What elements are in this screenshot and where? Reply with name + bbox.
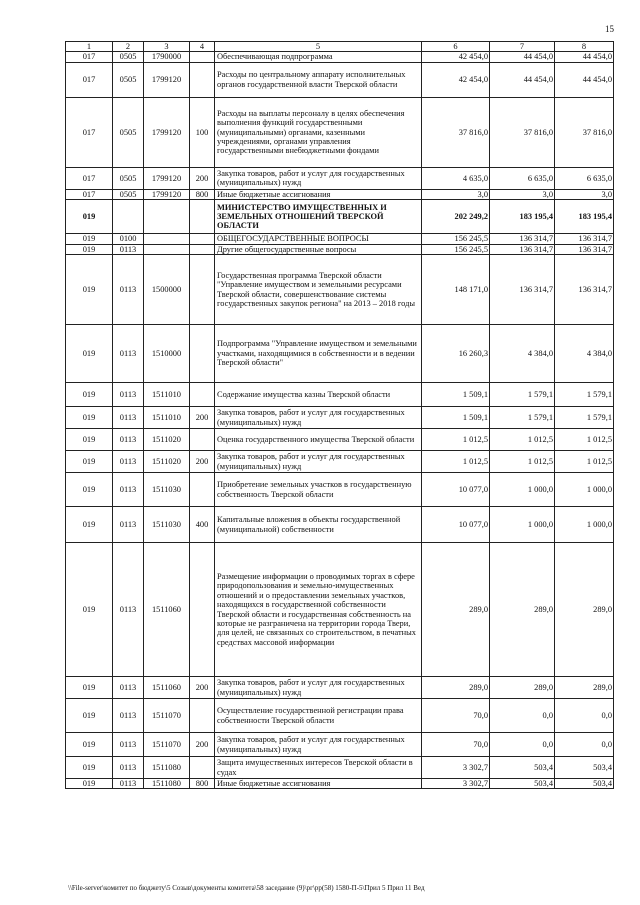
table-row: [66, 189, 614, 199]
cell-target-code: 1511080: [144, 757, 190, 779]
cell-admin-code: 017: [66, 52, 113, 62]
cell-amount-col7: 1 579,1: [490, 407, 555, 429]
cell-description: Содержание имущества казны Тверской области: [215, 383, 422, 407]
cell-amount-col8: 1 000,0: [555, 507, 614, 543]
cell-description: Подпрограмма "Управление имуществом и земельными участками, находящимися в собственности и в ведении Тверской области": [215, 325, 422, 383]
cell-section-code: 0113: [113, 543, 144, 677]
cell-description: ОБЩЕГОСУДАРСТВЕННЫЕ ВОПРОСЫ: [215, 234, 422, 244]
cell-section-code: 0113: [113, 677, 144, 699]
cell-target-code: [144, 244, 190, 254]
cell-amount-col6: 37 816,0: [422, 97, 490, 167]
cell-section-code: 0113: [113, 325, 144, 383]
cell-description: Размещение информации о проводимых торгах в сфере природопользования и земельно-имущественных отношений и о предоставлении земельных участков, находящихся в государственной собственности Тверской области и государственная собственность на которые не разграничена на территории города Твери, для целей, не связанных со строительством, в печатных средствах массовой информации: [215, 543, 422, 677]
cell-amount-col8: 503,4: [555, 779, 614, 789]
table-row: [66, 699, 614, 733]
cell-section-code: 0100: [113, 234, 144, 244]
cell-amount-col8: 1 012,5: [555, 429, 614, 451]
cell-admin-code: 019: [66, 383, 113, 407]
cell-admin-code: 019: [66, 473, 113, 507]
cell-amount-col8: 37 816,0: [555, 97, 614, 167]
table-row: [66, 677, 614, 699]
cell-expense-type: [190, 757, 215, 779]
header-cell: 7: [490, 42, 555, 52]
cell-description: МИНИСТЕРСТВО ИМУЩЕСТВЕННЫХ И ЗЕМЕЛЬНЫХ ОТНОШЕНИЙ ТВЕРСКОЙ ОБЛАСТИ: [215, 200, 422, 234]
cell-section-code: 0113: [113, 473, 144, 507]
cell-amount-col6: 70,0: [422, 733, 490, 757]
cell-expense-type: [190, 543, 215, 677]
cell-description: Обеспечивающая подпрограмма: [215, 52, 422, 62]
cell-amount-col8: 6 635,0: [555, 167, 614, 189]
cell-amount-col6: 70,0: [422, 699, 490, 733]
cell-admin-code: 019: [66, 234, 113, 244]
table-row: [66, 757, 614, 779]
cell-target-code: 1510000: [144, 325, 190, 383]
cell-target-code: 1511030: [144, 507, 190, 543]
table-row: [66, 543, 614, 677]
cell-amount-col6: 156 245,5: [422, 234, 490, 244]
cell-description: Закупка товаров, работ и услуг для государственных (муниципальных) нужд: [215, 407, 422, 429]
cell-amount-col6: 1 509,1: [422, 407, 490, 429]
table-row: [66, 429, 614, 451]
cell-amount-col7: 136 314,7: [490, 255, 555, 325]
cell-description: Приобретение земельных участков в государственную собственность Тверской области: [215, 473, 422, 507]
cell-amount-col6: 42 454,0: [422, 62, 490, 97]
footer-file-path: \\File-server\комитет по бюджету\5 Созыв\документы комитета\58 заседание (9)\рг\рр(58) 1580-П-5\Прил 5 Прил 11 Вед: [68, 884, 425, 892]
cell-expense-type: [190, 62, 215, 97]
cell-target-code: 1799120: [144, 97, 190, 167]
cell-amount-col8: 136 314,7: [555, 244, 614, 254]
header-cell: 8: [555, 42, 614, 52]
cell-amount-col7: 1 579,1: [490, 383, 555, 407]
cell-description: Закупка товаров, работ и услуг для государственных (муниципальных) нужд: [215, 677, 422, 699]
cell-amount-col8: 4 384,0: [555, 325, 614, 383]
cell-section-code: 0505: [113, 97, 144, 167]
cell-expense-type: 400: [190, 507, 215, 543]
cell-target-code: 1500000: [144, 255, 190, 325]
cell-amount-col7: 0,0: [490, 733, 555, 757]
cell-admin-code: 019: [66, 451, 113, 473]
cell-section-code: 0113: [113, 429, 144, 451]
cell-amount-col7: 44 454,0: [490, 52, 555, 62]
cell-amount-col7: 136 314,7: [490, 244, 555, 254]
cell-section-code: 0113: [113, 383, 144, 407]
cell-amount-col8: 44 454,0: [555, 62, 614, 97]
header-row: [66, 42, 614, 52]
header-cell: 6: [422, 42, 490, 52]
cell-description: Другие общегосударственные вопросы: [215, 244, 422, 254]
cell-description: Расходы по центральному аппарату исполнительных органов государственной власти Тверской области: [215, 62, 422, 97]
cell-amount-col8: 289,0: [555, 677, 614, 699]
cell-expense-type: 800: [190, 779, 215, 789]
cell-amount-col8: 183 195,4: [555, 200, 614, 234]
table-row: [66, 167, 614, 189]
cell-section-code: 0113: [113, 507, 144, 543]
header-cell: 2: [113, 42, 144, 52]
cell-amount-col8: 503,4: [555, 757, 614, 779]
cell-target-code: 1511010: [144, 383, 190, 407]
cell-expense-type: [190, 429, 215, 451]
cell-amount-col6: 16 260,3: [422, 325, 490, 383]
cell-admin-code: 019: [66, 407, 113, 429]
cell-admin-code: 019: [66, 255, 113, 325]
cell-amount-col7: 1 012,5: [490, 429, 555, 451]
cell-amount-col6: 4 635,0: [422, 167, 490, 189]
cell-amount-col8: 1 000,0: [555, 473, 614, 507]
cell-section-code: 0113: [113, 451, 144, 473]
cell-expense-type: [190, 383, 215, 407]
cell-amount-col6: 148 171,0: [422, 255, 490, 325]
header-cell: 1: [66, 42, 113, 52]
cell-description: Закупка товаров, работ и услуг для государственных (муниципальных) нужд: [215, 451, 422, 473]
cell-section-code: [113, 200, 144, 234]
header-cell: 4: [190, 42, 215, 52]
table-row: [66, 200, 614, 234]
cell-amount-col6: 3 302,7: [422, 757, 490, 779]
cell-target-code: [144, 234, 190, 244]
cell-amount-col6: 289,0: [422, 543, 490, 677]
cell-section-code: 0113: [113, 407, 144, 429]
cell-description: Закупка товаров, работ и услуг для государственных (муниципальных) нужд: [215, 733, 422, 757]
cell-expense-type: 800: [190, 189, 215, 199]
cell-amount-col7: 136 314,7: [490, 234, 555, 244]
cell-description: Иные бюджетные ассигнования: [215, 779, 422, 789]
cell-target-code: 1511020: [144, 451, 190, 473]
table-row: [66, 473, 614, 507]
cell-amount-col8: 136 314,7: [555, 255, 614, 325]
cell-description: Государственная программа Тверской области "Управление имуществом и земельными ресурсами Тверской области, совершенствование системы государственных закупок региона" на 2013 – 2018 годы: [215, 255, 422, 325]
cell-amount-col7: 37 816,0: [490, 97, 555, 167]
cell-section-code: 0505: [113, 52, 144, 62]
cell-target-code: [144, 200, 190, 234]
table-row: [66, 244, 614, 254]
cell-target-code: 1790000: [144, 52, 190, 62]
cell-amount-col7: 6 635,0: [490, 167, 555, 189]
cell-target-code: 1799120: [144, 189, 190, 199]
cell-admin-code: 019: [66, 757, 113, 779]
cell-amount-col8: 44 454,0: [555, 52, 614, 62]
cell-target-code: 1511080: [144, 779, 190, 789]
cell-admin-code: 019: [66, 325, 113, 383]
cell-section-code: 0505: [113, 62, 144, 97]
cell-admin-code: 019: [66, 779, 113, 789]
cell-amount-col6: 10 077,0: [422, 473, 490, 507]
cell-expense-type: 200: [190, 677, 215, 699]
cell-target-code: 1511060: [144, 543, 190, 677]
header-cell: 5: [215, 42, 422, 52]
cell-amount-col8: 136 314,7: [555, 234, 614, 244]
cell-target-code: 1511030: [144, 473, 190, 507]
cell-section-code: 0113: [113, 244, 144, 254]
cell-amount-col7: 289,0: [490, 677, 555, 699]
cell-amount-col7: 4 384,0: [490, 325, 555, 383]
cell-expense-type: [190, 234, 215, 244]
cell-amount-col6: 289,0: [422, 677, 490, 699]
cell-expense-type: 200: [190, 167, 215, 189]
cell-amount-col6: 10 077,0: [422, 507, 490, 543]
table-row: [66, 62, 614, 97]
cell-amount-col8: 0,0: [555, 733, 614, 757]
cell-section-code: 0505: [113, 189, 144, 199]
cell-target-code: 1511010: [144, 407, 190, 429]
cell-amount-col7: 1 000,0: [490, 507, 555, 543]
cell-amount-col8: 0,0: [555, 699, 614, 733]
cell-section-code: 0113: [113, 779, 144, 789]
cell-amount-col7: 503,4: [490, 757, 555, 779]
cell-description: Капитальные вложения в объекты государственной (муниципальной) собственности: [215, 507, 422, 543]
cell-amount-col6: 42 454,0: [422, 52, 490, 62]
cell-section-code: 0113: [113, 699, 144, 733]
table-row: [66, 451, 614, 473]
cell-admin-code: 017: [66, 62, 113, 97]
cell-amount-col6: 156 245,5: [422, 244, 490, 254]
cell-amount-col8: 1 579,1: [555, 383, 614, 407]
cell-section-code: 0113: [113, 733, 144, 757]
table-row: [66, 97, 614, 167]
cell-amount-col6: 1 012,5: [422, 451, 490, 473]
cell-amount-col6: 202 249,2: [422, 200, 490, 234]
cell-admin-code: 019: [66, 200, 113, 234]
cell-admin-code: 019: [66, 699, 113, 733]
cell-target-code: 1511020: [144, 429, 190, 451]
cell-amount-col7: 503,4: [490, 779, 555, 789]
cell-description: Осуществление государственной регистрации права собственности Тверской области: [215, 699, 422, 733]
cell-admin-code: 017: [66, 189, 113, 199]
table-row: [66, 234, 614, 244]
cell-expense-type: [190, 255, 215, 325]
cell-section-code: 0113: [113, 255, 144, 325]
cell-expense-type: [190, 200, 215, 234]
table-row: [66, 779, 614, 789]
cell-amount-col7: 1 012,5: [490, 451, 555, 473]
cell-amount-col8: 1 579,1: [555, 407, 614, 429]
cell-target-code: 1511070: [144, 733, 190, 757]
cell-description: Оценка государственного имущества Тверской области: [215, 429, 422, 451]
cell-expense-type: 200: [190, 451, 215, 473]
cell-expense-type: [190, 325, 215, 383]
cell-amount-col6: 3 302,7: [422, 779, 490, 789]
cell-target-code: 1511070: [144, 699, 190, 733]
cell-description: Иные бюджетные ассигнования: [215, 189, 422, 199]
cell-amount-col7: 183 195,4: [490, 200, 555, 234]
table-row: [66, 383, 614, 407]
cell-expense-type: [190, 473, 215, 507]
cell-amount-col6: 1 012,5: [422, 429, 490, 451]
cell-expense-type: [190, 52, 215, 62]
cell-amount-col6: 1 509,1: [422, 383, 490, 407]
cell-amount-col7: 44 454,0: [490, 62, 555, 97]
cell-admin-code: 019: [66, 429, 113, 451]
cell-amount-col6: 3,0: [422, 189, 490, 199]
cell-amount-col8: 3,0: [555, 189, 614, 199]
table-row: [66, 507, 614, 543]
cell-section-code: 0113: [113, 757, 144, 779]
cell-amount-col7: 289,0: [490, 543, 555, 677]
cell-admin-code: 019: [66, 244, 113, 254]
cell-target-code: 1799120: [144, 167, 190, 189]
cell-description: Защита имущественных интересов Тверской области в судах: [215, 757, 422, 779]
cell-target-code: 1799120: [144, 62, 190, 97]
cell-amount-col8: 289,0: [555, 543, 614, 677]
cell-admin-code: 019: [66, 733, 113, 757]
cell-amount-col7: 1 000,0: [490, 473, 555, 507]
cell-amount-col7: 3,0: [490, 189, 555, 199]
cell-admin-code: 019: [66, 677, 113, 699]
table-row: [66, 407, 614, 429]
page-number: 15: [605, 24, 614, 34]
cell-expense-type: [190, 699, 215, 733]
table-row: [66, 52, 614, 62]
cell-expense-type: 200: [190, 733, 215, 757]
cell-admin-code: 019: [66, 507, 113, 543]
table-row: [66, 325, 614, 383]
cell-target-code: 1511060: [144, 677, 190, 699]
table-row: [66, 733, 614, 757]
cell-section-code: 0505: [113, 167, 144, 189]
budget-table: [65, 41, 614, 789]
cell-expense-type: 200: [190, 407, 215, 429]
cell-admin-code: 019: [66, 543, 113, 677]
cell-amount-col8: 1 012,5: [555, 451, 614, 473]
cell-expense-type: 100: [190, 97, 215, 167]
cell-description: Закупка товаров, работ и услуг для государственных (муниципальных) нужд: [215, 167, 422, 189]
cell-admin-code: 017: [66, 167, 113, 189]
cell-expense-type: [190, 244, 215, 254]
header-cell: 3: [144, 42, 190, 52]
cell-description: Расходы на выплаты персоналу в целях обеспечения выполнения функций государственными (муниципальными) органами, казенными учреждениями, органами управления государственными внебюджетными фондами: [215, 97, 422, 167]
cell-amount-col7: 0,0: [490, 699, 555, 733]
cell-admin-code: 017: [66, 97, 113, 167]
table-row: [66, 255, 614, 325]
